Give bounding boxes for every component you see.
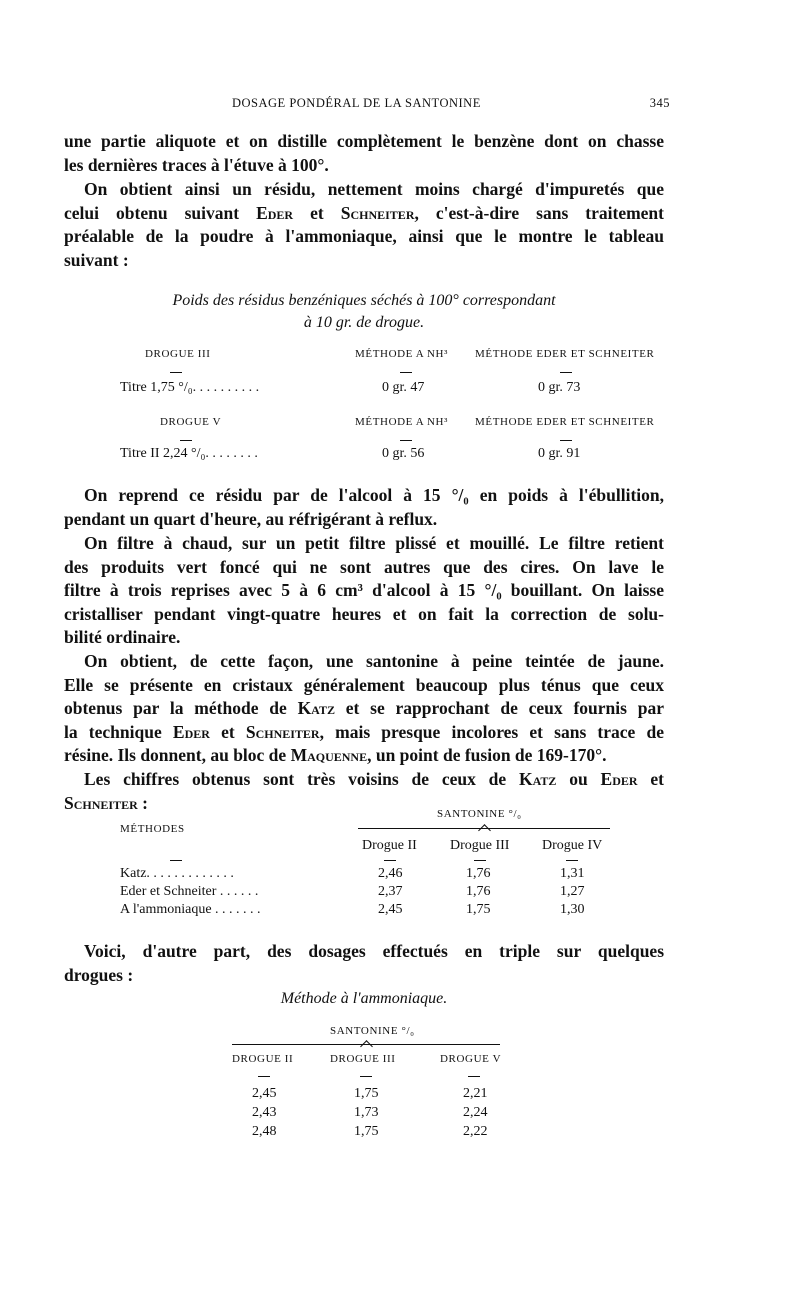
table1-value: 0 gr. 47 (382, 380, 425, 395)
text-line (64, 697, 664, 721)
running-title: DOSAGE PONDÉRAL DE LA SANTONINE (232, 96, 481, 110)
table3-caption: Méthode à l'ammoniaque. (280, 990, 448, 1007)
table1-col-header: MÉTHODE EDER ET SCHNEITER (475, 416, 655, 428)
table2-col-header: Drogue III (450, 838, 510, 853)
dash-rule (384, 860, 396, 861)
text-line: des produits vert foncé qui ne sont autres que des cires. On lave le (64, 556, 664, 577)
table1-col-header: MÉTHODE A NH³ (355, 348, 448, 360)
table3-cell: 2,45 (252, 1086, 277, 1101)
table2-group-header: SANTONINE °/₀ (437, 808, 522, 820)
paragraph-7 (64, 940, 664, 987)
dash-rule (566, 860, 578, 861)
author-name: Eder (600, 769, 638, 789)
dash-rule (360, 1076, 372, 1077)
table1-titre: Titre II 2,24 °/₀. . . . . . . . (120, 446, 258, 461)
text-line: Schneiter : (64, 792, 148, 813)
text-line: préalable de la poudre à l'ammoniaque, ainsi que le montre le tableau (64, 226, 664, 247)
dash-rule (468, 1076, 480, 1077)
table3-col-header: DROGUE V (440, 1053, 502, 1065)
text-span: et (637, 769, 664, 789)
text-line (64, 768, 664, 792)
text-span: celui obtenu suivant (64, 202, 257, 223)
table1-value: 0 gr. 91 (538, 446, 581, 461)
table3-cell: 1,73 (354, 1105, 379, 1120)
table2-cell: 1,76 (466, 866, 491, 881)
text-line: Voici, d'autre part, des dosages effectués en triple sur quelques (84, 941, 664, 961)
paragraph-3 (64, 484, 664, 531)
paragraph-4 (64, 532, 664, 650)
dash-rule (258, 1076, 270, 1077)
text-line: Elle se présente en cristaux généralement beaucoup plus ténus que ceux (64, 674, 664, 695)
table1-caption (64, 290, 664, 334)
table2-row-label: Eder et Schneiter . . . . . . (120, 884, 259, 899)
header-brace-peak (360, 1040, 373, 1053)
table2-cell: 2,46 (378, 866, 403, 881)
table3-col-header: DROGUE III (330, 1053, 396, 1065)
author-name: Schneiter (245, 721, 320, 742)
table3-cell: 1,75 (354, 1086, 379, 1101)
table1-titre: Titre 1,75 °/₀. . . . . . . . . . (120, 380, 260, 395)
text-line (64, 744, 664, 768)
dash-rule (560, 440, 572, 441)
text-span: et (209, 721, 246, 742)
text-span: , mais presque incolores et sans trace de (319, 721, 664, 742)
text-line: une partie aliquote et on distille complètement le benzène dont on chasse (64, 131, 664, 151)
table1-drug-header: DROGUE III (145, 348, 211, 360)
author-name: Eder (256, 202, 294, 223)
text-line: On obtient, de cette façon, une santonine à peine teintée de jaune. (84, 651, 664, 671)
text-line (64, 721, 664, 745)
author-name: Katz (297, 698, 335, 719)
table2-cell: 1,27 (560, 884, 585, 899)
text-line: suivant : (64, 249, 129, 270)
table3-cell: 2,48 (252, 1124, 277, 1139)
text-span: obtenus par la méthode de (64, 698, 298, 719)
text-span: ou (556, 769, 601, 789)
table3-group-header: SANTONINE °/₀ (330, 1025, 415, 1037)
paragraph-5 (64, 650, 664, 768)
table2-methods-header: MÉTHODES (120, 823, 185, 835)
text-line: cristalliser pendant vingt-quatre heures et on fait la correction de solu- (64, 603, 664, 624)
dash-rule (400, 440, 412, 441)
table1-value: 0 gr. 56 (382, 446, 425, 461)
header-brace-peak (478, 824, 491, 837)
author-name: Schneiter (340, 202, 415, 223)
table2-cell: 2,37 (378, 884, 403, 899)
text-span: , c'est-à-dire sans traitement (414, 202, 664, 223)
dash-rule (560, 372, 572, 373)
caption-line: à 10 gr. de drogue. (303, 314, 425, 331)
text-line: pendant un quart d'heure, au réfrigérant à reflux. (64, 508, 438, 529)
paragraph-6 (64, 768, 664, 815)
table3-cell: 2,21 (463, 1086, 488, 1101)
text-line: drogues : (64, 964, 134, 985)
table1-col-header: MÉTHODE A NH³ (355, 416, 448, 428)
table2-cell: 1,31 (560, 866, 585, 881)
table3-cell: 1,75 (354, 1124, 379, 1139)
page-number: 345 (649, 96, 670, 110)
table1-drug-header: DROGUE V (160, 416, 222, 428)
text-span: Les chiffres obtenus sont très voisins de ceux de (84, 769, 519, 789)
table2-col-header: Drogue IV (542, 838, 603, 853)
table2-cell: 1,75 (466, 902, 491, 917)
table2-row-label: A l'ammoniaque . . . . . . . (120, 902, 261, 917)
table2-col-header: Drogue II (362, 838, 417, 853)
author-name: Eder (172, 721, 210, 742)
dash-rule (400, 372, 412, 373)
table1-value: 0 gr. 73 (538, 380, 581, 395)
text-line: les dernières traces à l'étuve à 100°. (64, 154, 329, 175)
text-line: bilité ordinaire. (64, 627, 181, 648)
table1-col-header: MÉTHODE EDER ET SCHNEITER (475, 348, 655, 360)
table3-cell: 2,22 (463, 1124, 488, 1139)
text-span: la technique (64, 721, 173, 742)
author-name: Katz (519, 769, 557, 789)
text-line: On obtient ainsi un résidu, nettement moins chargé d'impuretés que (84, 179, 664, 199)
dash-rule (170, 860, 182, 861)
text-span: et (293, 202, 341, 223)
table3-cell: 2,43 (252, 1105, 277, 1120)
text-span: résine. Ils donnent, au bloc de (64, 745, 291, 766)
table2-cell: 1,76 (466, 884, 491, 899)
dash-rule (180, 440, 192, 441)
text-span: et se rapprochant de ceux fournis par (334, 698, 664, 719)
paragraph-2 (64, 178, 664, 272)
table2-cell: 1,30 (560, 902, 585, 917)
text-span: , un point de fusion de 169-170°. (367, 745, 607, 766)
table2-cell: 2,45 (378, 902, 403, 917)
author-name: Maquenne (290, 745, 368, 766)
text-line: filtre à trois reprises avec 5 à 6 cm³ d'alcool à 15 °/₀ bouillant. On laisse (64, 580, 664, 601)
dash-rule (474, 860, 486, 861)
caption-line: Poids des résidus benzéniques séchés à 100° correspondant (172, 292, 556, 309)
text-line (64, 202, 664, 226)
table3-col-header: DROGUE II (232, 1053, 294, 1065)
table3-cell: 2,24 (463, 1105, 488, 1120)
table2-row-label: Katz. . . . . . . . . . . . . (120, 866, 234, 881)
text-line: On filtre à chaud, sur un petit filtre plissé et mouillé. Le filtre retient (84, 533, 664, 553)
text-line: On reprend ce résidu par de l'alcool à 15 °/₀ en poids à l'ébullition, (84, 485, 664, 505)
paragraph-1 (64, 130, 664, 177)
dash-rule (170, 372, 182, 373)
